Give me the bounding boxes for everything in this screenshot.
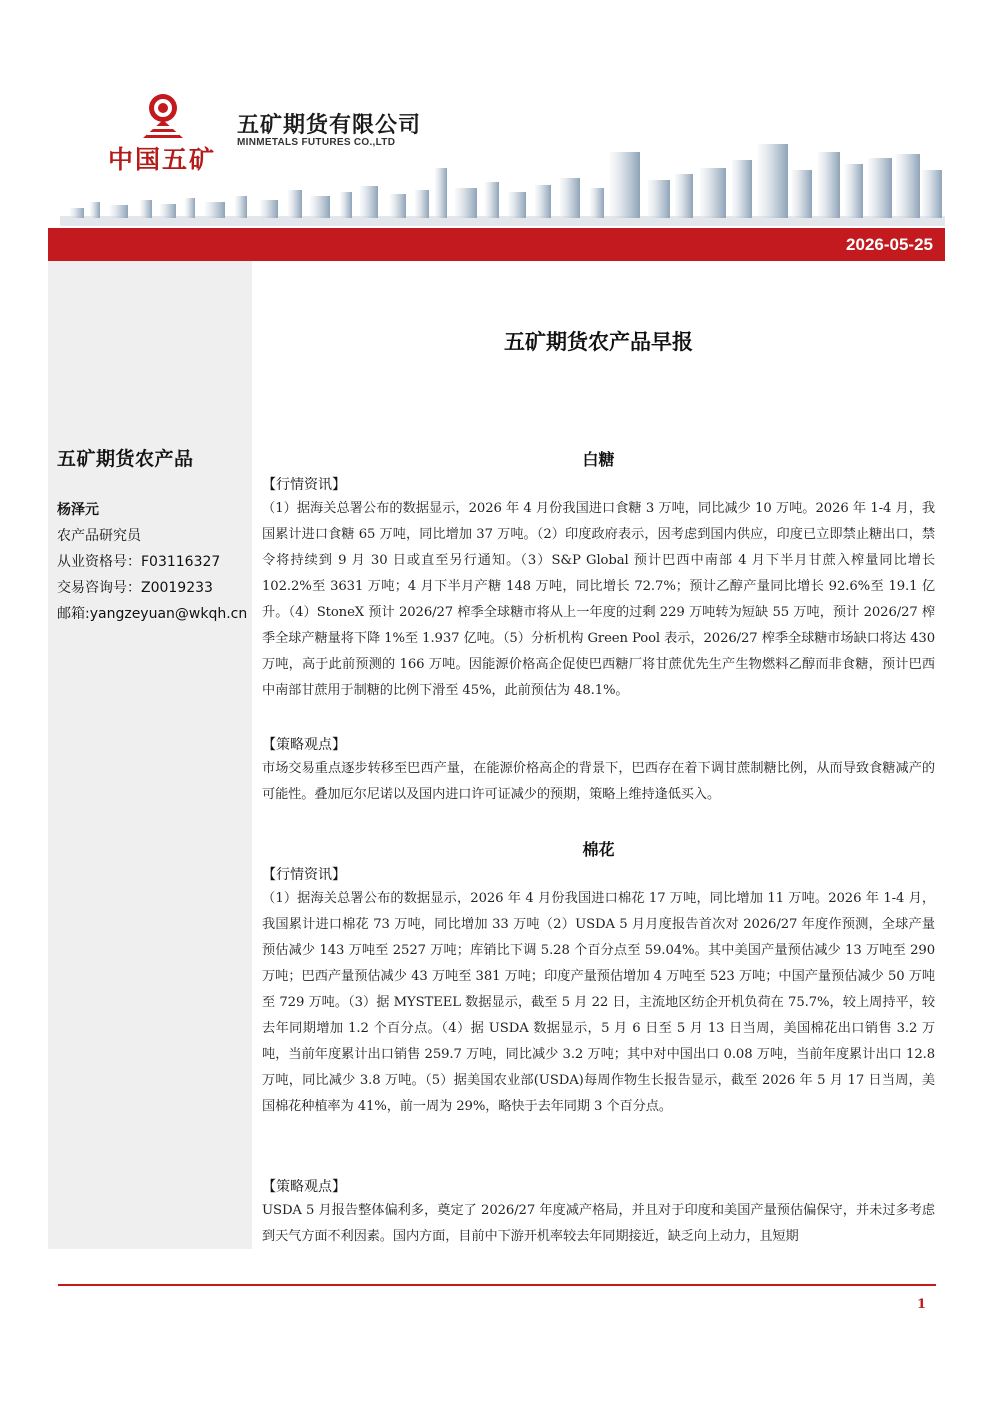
page-number: 1 [917,1297,927,1312]
news-tag: 【行情资讯】 [262,867,346,883]
cotton-view-paragraph: USDA 5 月报告整体偏利多，奠定了 2026/27 年度减产格局，并且对于印度和美国产量预估偏保守，并未过多考虑到天气方面不利因素。国内方面，目前中下游开机率较去年同期接近，缺乏向上动力，且短期 [262,1203,935,1244]
cotton-news-paragraph: （1）据海关总署公布的数据显示，2026 年 4 月份我国进口棉花 17 万吨，同比增加 11 万吨。2026 年 1-4 月，我国累计进口棉花 73 万吨，同比增加 33 万吨（2）USDA 5 月月度报告首次对 2026/27 年度作预测，全球产量预估减少 143 万吨至 2527 万吨；库销比下调 5.28 个百分点至 59.04%。其中美国产量预估减少 13 万吨至 290 万吨；巴西产量预估减少 43 万吨至 381 万吨；印度产量预估增加 4 万吨至 523 万吨；中国产量预估减少 50 万吨至 729 万吨。（3）据 MYSTEEL 数据显示，截至 5 月 22 日，主流地区纺企开机负荷在 75.7%，较上周持平，较去年同期增加 1.2 个百分点。（4）据 USDA 数据显示，5 月 6 日至 5 月 13 日当周，美国棉花出口销售 3.2 万吨，当前年度累计出口销售 259.7 万吨，同比减少 3.2 万吨；其中对中国出口 0.08 万吨，当前年度累计出口 12.8 万吨，同比减少 3.8 万吨。（5）据美国农业部(USDA)每周作物生长报告显示，截至 2026 年 5 月 17 日当周，美国棉花种植率为 41%，前一周为 29%，略快于去年同期 3 个百分点。 [262,891,935,1114]
qualification-number: 从业资格号：F03116327 [57,554,221,570]
company-name-en: MINMETALS FUTURES CO.,LTD [237,137,396,148]
view-tag: 【策略观点】 [262,1179,346,1195]
section-heading-sugar: 白糖 [582,450,615,469]
analyst-email[interactable]: 邮箱:yangzeyuan@wkqh.cn [57,606,248,622]
report-date: 2026-05-25 [846,235,933,254]
view-tag: 【策略观点】 [262,737,346,753]
news-tag: 【行情资讯】 [262,477,346,493]
china-minmetals-emblem-icon [138,92,188,140]
consult-number: 交易咨询号：Z0019233 [57,580,213,596]
section-heading-cotton: 棉花 [582,840,615,859]
page-header [0,0,992,228]
report-title: 五矿期货农产品早报 [504,330,693,354]
footer-divider [58,1284,936,1286]
sugar-view-paragraph: 市场交易重点逐步转移至巴西产量，在能源价格高企的背景下，巴西存在着下调甘蔗制糖比例，从而导致食糖减产的可能性。叠加厄尔尼诺以及国内进口许可证减少的预期，策略上维持逢低买入。 [262,761,935,802]
logo-text: 中国五矿 [108,145,217,174]
sugar-news-paragraph: （1）据海关总署公布的数据显示，2026 年 4 月份我国进口食糖 3 万吨，同比减少 10 万吨。2026 年 1-4 月，我国累计进口食糖 65 万吨，同比增加 37 万吨。（2）印度政府表示，因考虑到国内供应，印度已立即禁止糖出口，禁令将持续到 9 月 30 日或直至另行通知。（3）S&P Global 预计巴西中南部 4 月下半月甘蔗入榨量同比增长 102.2%至 3631 万吨；4 月下半月产糖 148 万吨，同比增长 72.7%；预计乙醇产量同比增长 92.6%至 19.1 亿升。（4）StoneX 预计 2026/27 榨季全球糖市将从上一年度的过剩 229 万吨转为短缺 55 万吨，预计 2026/27 榨季全球产糖量将下降 1%至 1.937 亿吨。（5）分析机构 Green Pool 表示，2026/27 榨季全球糖市场缺口将达 430 万吨，高于此前预测的 166 万吨。因能源价格高企促使巴西糖厂将甘蔗优先生产生物燃料乙醇而非食糖，预计巴西中南部甘蔗用于制糖的比例下滑至 45%，此前预估为 48.1%。 [262,501,935,698]
date-bar [48,228,945,261]
sidebar [48,261,252,1249]
analyst-name: 杨泽元 [57,502,99,518]
sidebar-title: 五矿期货农产品 [57,448,194,470]
company-name-cn: 五矿期货有限公司 [237,113,422,138]
analyst-role: 农产品研究员 [57,528,141,544]
